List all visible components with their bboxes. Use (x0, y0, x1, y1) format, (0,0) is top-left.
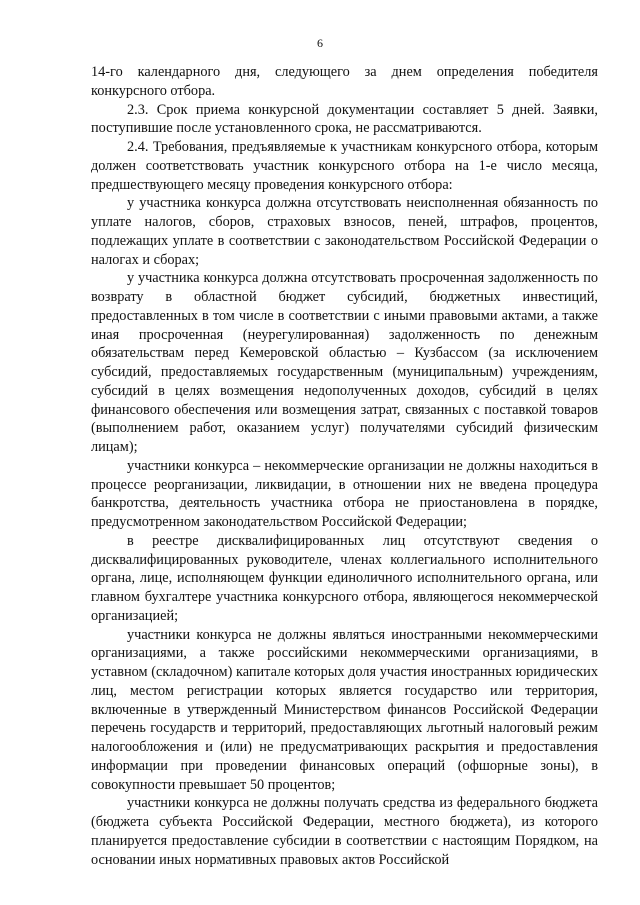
paragraph-requirement-disqualified: в реестре дисквалифицированных лиц отсутствуют сведения о дисквалифицированных руководителе, членах коллегиального исполнительного органа, лице, исполняющем функции единоличного исполнительного органа, или главном бухгалтере участника конкурсного отбора, являющегося некоммерческой организацией; (91, 532, 598, 624)
paragraph-requirement-federal-funds: участники конкурса не должны получать средства из федерального бюджета (бюджета субъекта Российской Федерации, местного бюджета), из которого планируется предоставление субсидии в соответствии с настоящим Порядком, на основании иных нормативных правовых актов Российской (91, 795, 598, 868)
document-body (91, 63, 598, 869)
paragraph-2-4: 2.4. Требования, предъявляемые к участникам конкурсного отбора, которым должен соответствовать участник конкурсного отбора на 1-е число месяца, предшествующего месяцу проведения конкурсного отбора: (91, 139, 598, 193)
page-number: 6 (317, 36, 323, 50)
paragraph-requirement-debt: у участника конкурса должна отсутствовать просроченная задолженность по возврату в областной бюджет субсидий, бюджетных инвестиций, предоставленных в том числе в соответствии с иными правовыми актами, а также иная просроченная (неурегулированная) задолженность по денежным обязательствам перед Кемеровской областью – Кузбассом (за исключением субсидий, предоставляемых государственным (муниципальным) учреждениям, субсидий в целях возмещения недополученных доходов, субсидий в целях финансового обеспечения или возмещения затрат, связанных с поставкой товаров (выполнением работ, оказанием услуг) получателями субсидий физическим лицам); (91, 270, 598, 455)
paragraph-requirement-reorganization: участники конкурса – некоммерческие организации не должны находиться в процессе реорганизации, ликвидации, в отношении них не введена процедура банкротства, деятельность участника отбора не приостановлена в порядке, предусмотренном законодательством Российской Федерации; (91, 457, 598, 530)
paragraph-deadline-continuation: 14-го календарного дня, следующего за днем определения победителя конкурсного отбора. (91, 64, 598, 99)
paragraph-requirement-foreign: участники конкурса не должны являться иностранными некоммерческими организациями, а также российскими некоммерческими организациями, в уставном (складочном) капитале которых доля участия иностранных юридических лиц, местом регистрации которых является государство или территория, включенные в утвержденный Министерством финансов Российской Федерации перечень государств и территорий, предоставляющих льготный налоговый режим налогообложения и (или) не предусматривающих раскрытия и предоставления информации при проведении финансовых операций (офшорные зоны), в совокупности превышает 50 процентов; (91, 626, 598, 793)
paragraph-requirement-taxes: у участника конкурса должна отсутствовать неисполненная обязанность по уплате налогов, сборов, страховых взносов, пеней, штрафов, процентов, подлежащих уплате в соответствии с законодательством Российской Федерации о налогах и сборах; (91, 195, 598, 268)
paragraph-2-3: 2.3. Срок приема конкурсной документации составляет 5 дней. Заявки, поступившие после установленного срока, не рассматриваются. (91, 101, 598, 137)
